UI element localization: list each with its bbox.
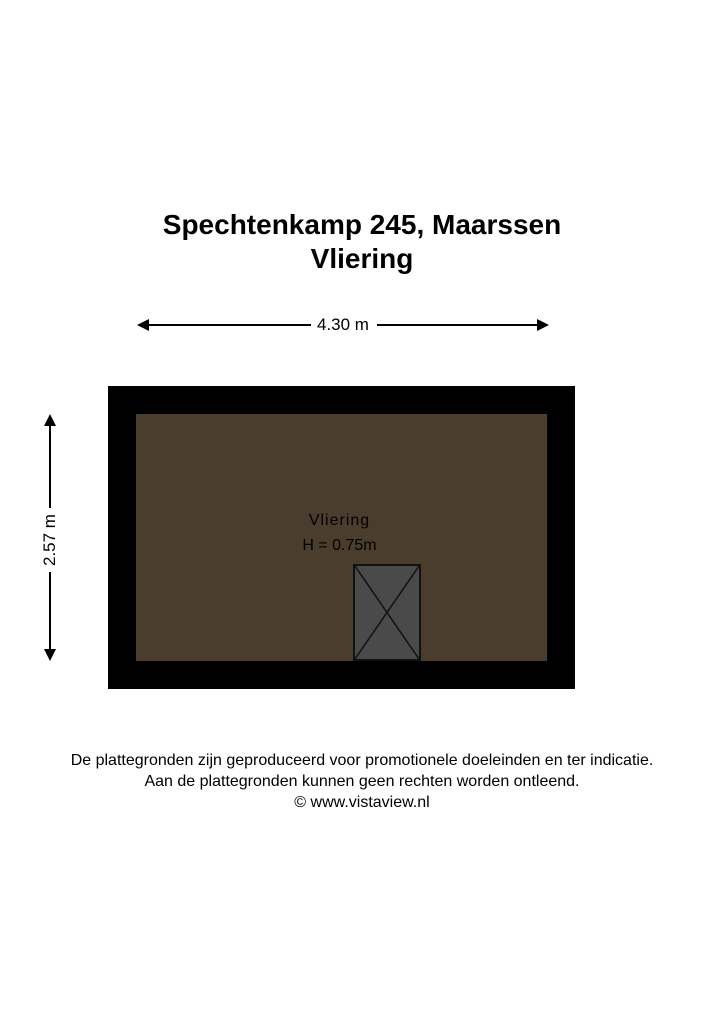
dimension-line xyxy=(145,324,311,326)
copyright-link[interactable]: © www.vistaview.nl xyxy=(294,794,430,811)
disclaimer-line-2: Aan de plattegronden kunnen geen rechten worden ontleend. xyxy=(144,773,580,790)
dimension-line xyxy=(377,324,543,326)
plan-title-floor: Vliering xyxy=(310,243,414,274)
floor-plan-walls xyxy=(108,386,575,689)
arrow-down-icon xyxy=(44,649,56,661)
hatch-cross-icon xyxy=(355,566,419,659)
arrow-right-icon xyxy=(537,319,549,331)
depth-label: 2.57 m xyxy=(40,514,59,566)
dimension-line xyxy=(49,572,51,653)
room-height: H = 0.75m xyxy=(302,537,377,554)
plan-title-address: Spechtenkamp 245, Maarssen xyxy=(162,209,562,240)
width-label: 4.30 m xyxy=(317,315,369,334)
room-name: Vliering xyxy=(308,512,371,529)
width-dimension xyxy=(137,313,549,337)
depth-dimension xyxy=(38,414,62,661)
disclaimer-line-1: De plattegronden zijn geproduceerd voor promotionele doeleinden en ter indicatie. xyxy=(70,752,654,769)
attic-hatch-icon xyxy=(353,564,421,661)
dimension-line xyxy=(49,422,51,508)
